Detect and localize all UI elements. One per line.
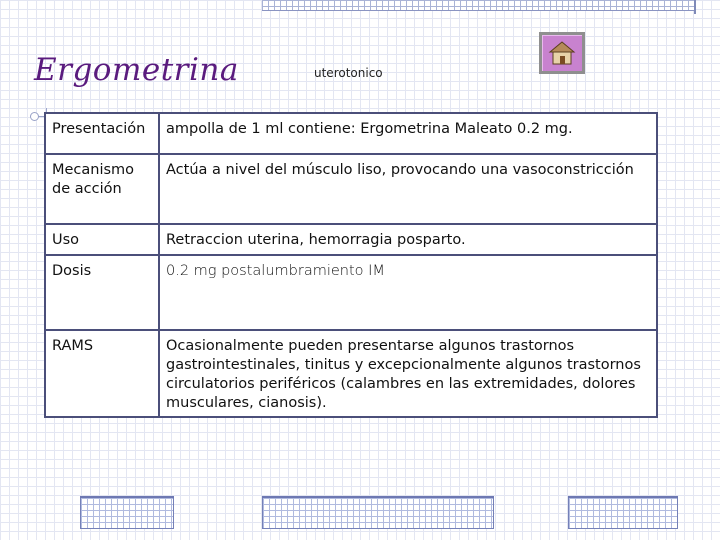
footer-decor-right	[568, 497, 678, 529]
row-label-mecanismo: Mecanismo de acción	[45, 154, 159, 225]
slide-subtitle: uterotonico	[314, 66, 383, 80]
row-value-dosis: 0.2 mg postalumbramiento IM	[159, 255, 657, 330]
top-right-rule	[694, 0, 696, 14]
table-row	[45, 224, 657, 254]
row-label-presentacion: Presentación	[45, 113, 159, 154]
row-label-rams: RAMS	[45, 330, 159, 417]
row-value-mecanismo: Actúa a nivel del músculo liso, provocando una vasoconstricción	[159, 154, 657, 225]
drug-info-table	[44, 112, 658, 418]
row-label-dosis: Dosis	[45, 255, 159, 330]
top-decorative-band	[262, 0, 694, 11]
title-connector-ring	[30, 112, 39, 121]
slide-title: Ergometrina	[34, 52, 239, 88]
footer-decor-center	[262, 497, 494, 529]
table-row	[45, 330, 657, 417]
footer-decor-left	[80, 497, 174, 529]
table-row	[45, 113, 657, 154]
home-button[interactable]	[539, 32, 585, 74]
row-value-presentacion: ampolla de 1 ml contiene: Ergometrina Maleato 0.2 mg.	[159, 113, 657, 154]
table-row	[45, 154, 657, 225]
table-row	[45, 255, 657, 330]
house-icon	[548, 40, 576, 66]
row-value-uso: Retraccion uterina, hemorragia posparto.	[159, 224, 657, 254]
row-value-rams: Ocasionalmente pueden presentarse algunos trastornos gastrointestinales, tinitus y excepcionalmente algunos trastornos circulatorios periféricos (calambres en las extremidades, dolores musculares, cianosis).	[159, 330, 657, 417]
row-label-uso: Uso	[45, 224, 159, 254]
